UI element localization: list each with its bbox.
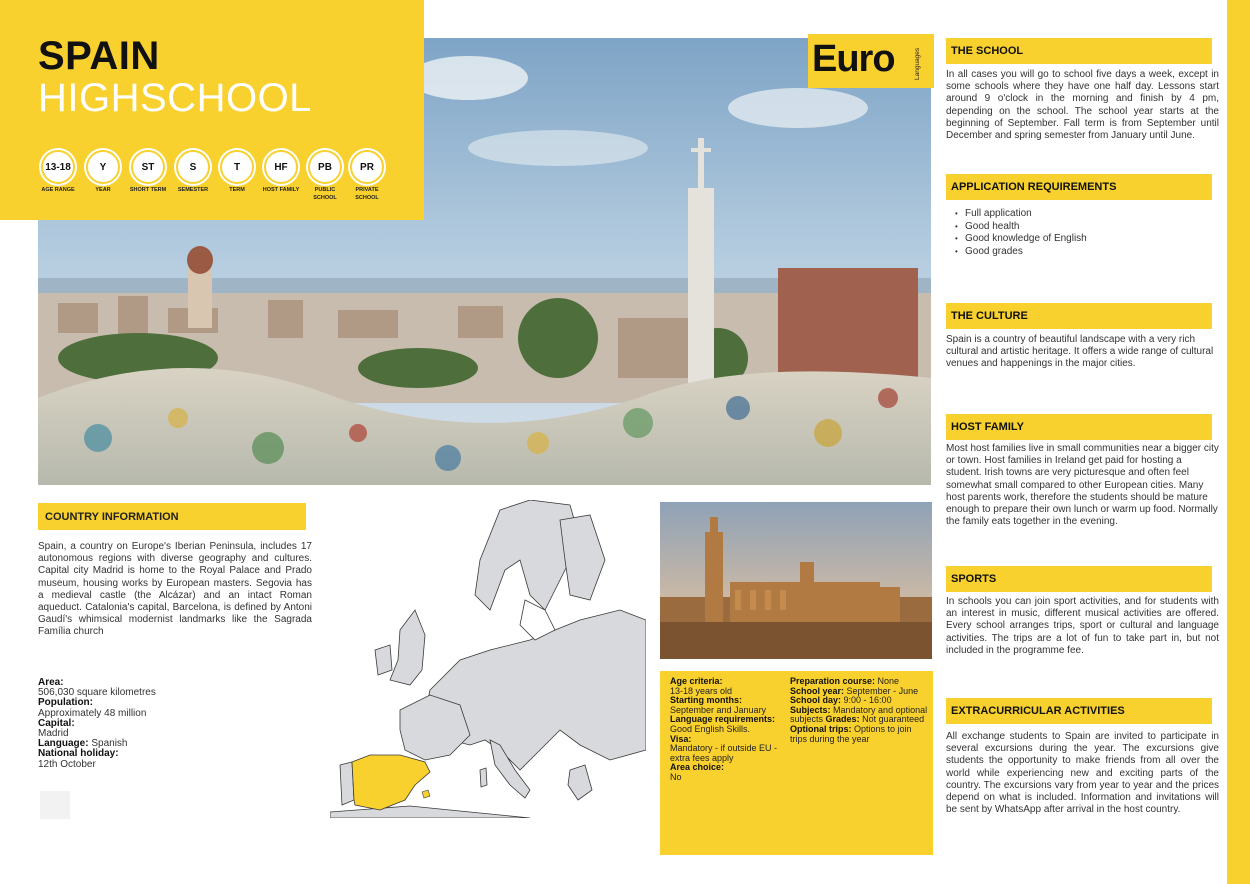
school-text: In all cases you will go to school five days a week, except in some schools where they have one half day. Lessons start around 9 o'clock in the morning and finish by 4 pm, depending on the school. The school year starts at the beginning of September. Fall term is from September until December and spring semester from January until June. bbox=[946, 69, 1219, 142]
language-value: Spanish bbox=[91, 738, 128, 750]
badge-caption: AGE RANGE bbox=[41, 187, 75, 193]
europe-map bbox=[330, 500, 646, 818]
sports-text: In schools you can join sport activities, and for students with an interest in music, different musical activities are offered. Every school arranges trips, sport or cultural and language activities. The trips are a lot of fun to take part in, but not included in the programme fee. bbox=[946, 596, 1219, 656]
badge-public-school: PB bbox=[308, 150, 342, 184]
grades-label: Grades: bbox=[825, 714, 860, 725]
prep-label: Preparation course: bbox=[790, 676, 876, 686]
holiday-label: National holiday: bbox=[38, 748, 119, 760]
culture-text: Spain is a country of beautiful landscape with a very rich cultural and artistic heritage. It offers a wide range of cultural venues and happenings in the major cities. bbox=[946, 334, 1214, 370]
host-family-heading: HOST FAMILY bbox=[946, 414, 1212, 440]
spain-highlight bbox=[352, 755, 430, 810]
logo-text: Euro bbox=[812, 38, 895, 80]
start-value: September and January bbox=[670, 704, 767, 715]
badge-caption: HOST FAMILY bbox=[262, 187, 300, 193]
trips-label: Optional trips: bbox=[790, 723, 852, 734]
area-choice-label: Area choice: bbox=[670, 762, 725, 773]
population-value: Approximately 48 million bbox=[38, 707, 147, 719]
school-day-label: School day: bbox=[790, 695, 842, 706]
holiday-value: 12th October bbox=[38, 758, 96, 770]
logo-side-text: Languages bbox=[914, 47, 921, 81]
age-value: 13-18 years old bbox=[670, 685, 733, 696]
visa-value: Mandatory - if outside EU - extra fees apply bbox=[670, 743, 778, 763]
badge-caption: SEMESTER bbox=[177, 187, 209, 193]
language-label: Language: bbox=[38, 738, 89, 750]
langreq-label: Language requirements: bbox=[670, 714, 776, 725]
badge-private-school: PR bbox=[350, 150, 384, 184]
capital-value: Madrid bbox=[38, 728, 69, 740]
badge-short-term: ST bbox=[131, 150, 165, 184]
subjects-value: Mandatory and optional subjects bbox=[790, 704, 928, 725]
badge-host-family: HF bbox=[264, 150, 298, 184]
prep-value: None bbox=[877, 676, 900, 686]
badge-semester: S bbox=[176, 150, 210, 184]
list-item: • Good knowledge of English bbox=[965, 233, 1087, 246]
sports-heading: SPORTS bbox=[946, 566, 1212, 592]
area-choice-value: No bbox=[670, 771, 682, 782]
info-right-column bbox=[790, 677, 929, 744]
badge-year: Y bbox=[86, 150, 120, 184]
list-item: • Good health bbox=[965, 221, 1087, 234]
country-text: Spain, a country on Europe's Iberian Peninsula, includes 17 autonomous regions with diverse geography and cultures. Capital city Madrid is home to the Royal Palace and Prado museum, housing works by European masters. Segovia has a medieval castle (the Alcázar) and an intact Roman aqueduct. Catalonia's capital, Barcelona, is defined by Antoni Gaudí's whimsical modernist landmarks like the Sagrada Família church bbox=[38, 541, 312, 638]
subjects-label: Subjects: bbox=[790, 704, 831, 715]
area-value: 506,030 square kilometres bbox=[38, 687, 156, 699]
requirements-heading: APPLICATION REQUIREMENTS bbox=[946, 174, 1212, 200]
population-label: Population: bbox=[38, 697, 93, 709]
school-year-label: School year: bbox=[790, 685, 845, 696]
host-family-text: Most host families live in small communities near a bigger city or town. Host families in Ireland get paid for hosting a student. Irish towns are very picturesque and often feel somewhat small compared to other European cities. Many host parents work, therefore the students should be mature enough to prepare their own lunch or warm up food. Normally the family eats together in the evening. bbox=[946, 443, 1219, 528]
grades-value: Not guaranteed bbox=[862, 714, 925, 725]
country-heading: COUNTRY INFORMATION bbox=[38, 503, 306, 530]
page-subtitle: HIGHSCHOOL bbox=[38, 76, 312, 120]
requirements-list bbox=[955, 208, 1087, 258]
placeholder-square bbox=[40, 791, 70, 819]
capital-label: Capital: bbox=[38, 717, 75, 729]
badge-caption: SHORT TERM bbox=[129, 187, 167, 193]
country-facts bbox=[38, 678, 298, 770]
badge-caption: PUBLIC SCHOOL bbox=[313, 187, 337, 201]
school-heading: THE SCHOOL bbox=[946, 38, 1212, 64]
trips-value: Options to join trips during the year bbox=[790, 723, 912, 744]
list-item: • Full application bbox=[965, 208, 1087, 221]
langreq-value: Good English Skills. bbox=[670, 723, 751, 734]
badge-term: T bbox=[220, 150, 254, 184]
age-label: Age criteria: bbox=[670, 676, 723, 686]
badge-age-range: 13-18 bbox=[41, 150, 75, 184]
visa-label: Visa: bbox=[670, 733, 692, 744]
school-year-value: September - June bbox=[846, 685, 919, 696]
badge-caption: PRIVATE SCHOOL bbox=[355, 187, 379, 201]
right-accent-stripe bbox=[1227, 0, 1250, 884]
list-item: • Good grades bbox=[965, 246, 1087, 259]
extracurricular-text: All exchange students to Spain are invited to participate in several excursions during the year. The excursions give students the opportunity to make friends from all over the world while experiencing new and exciting parts of the country. The excursions vary from year to year and the prices depend on what is included. Information and invitations will be sent by WhatsApp after arrival in the host country. bbox=[946, 731, 1219, 816]
badge-caption: YEAR bbox=[95, 187, 111, 193]
school-day-value: 9:00 - 16:00 bbox=[843, 695, 892, 706]
badge-caption: TERM bbox=[229, 187, 245, 193]
info-left-column bbox=[670, 677, 782, 783]
area-label: Area: bbox=[38, 677, 64, 688]
start-label: Starting months: bbox=[670, 695, 742, 706]
page-title: SPAIN bbox=[38, 34, 160, 78]
seville-cathedral-photo bbox=[660, 502, 932, 659]
culture-heading: THE CULTURE bbox=[946, 303, 1212, 329]
extracurricular-heading: EXTRACURRICULAR ACTIVITIES bbox=[946, 698, 1212, 724]
